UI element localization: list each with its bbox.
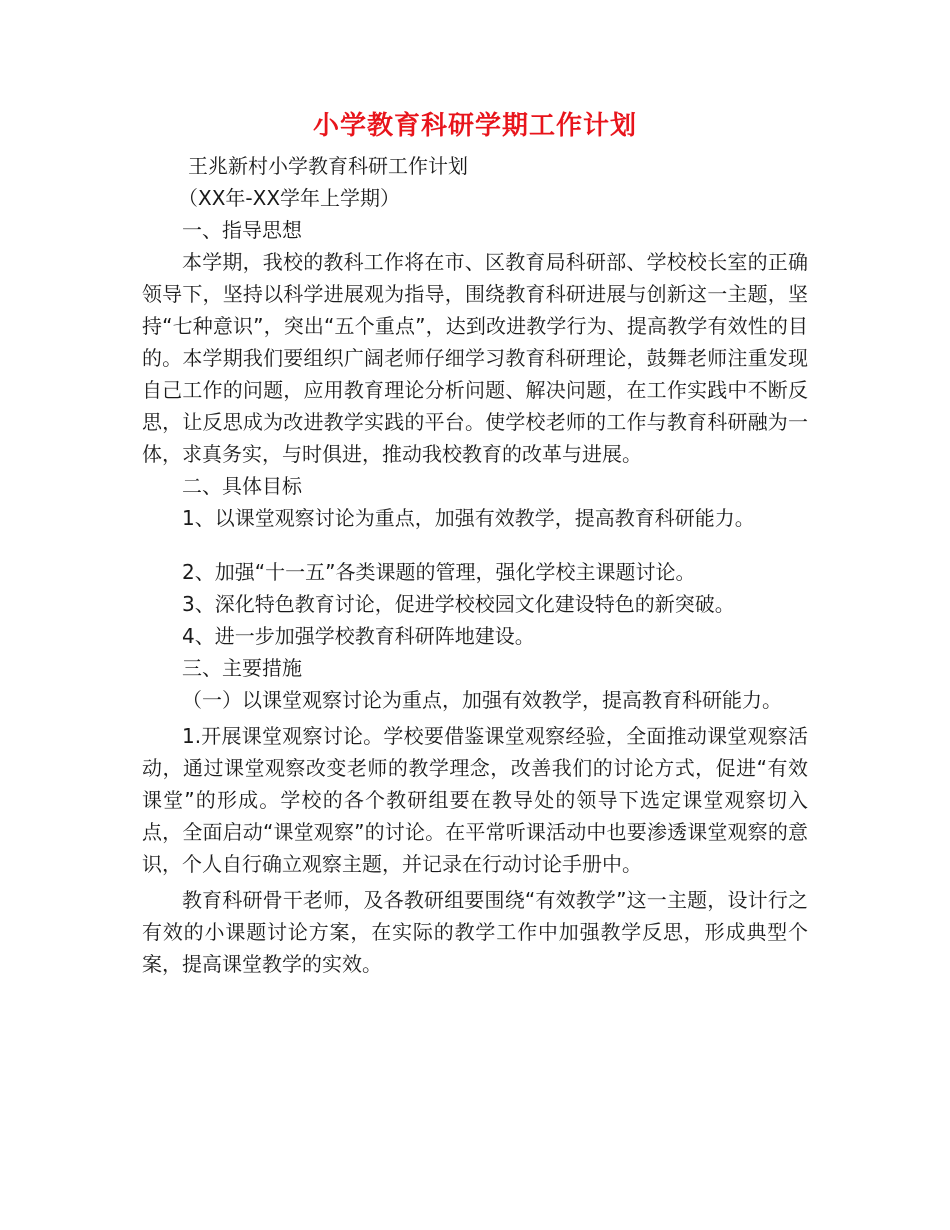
section-heading-guiding-ideology: 一、指导思想 — [182, 218, 302, 242]
semester-label: （XX年-XX学年上学期） — [178, 186, 401, 210]
goal-item-1: 1、以课堂观察讨论为重点，加强有效教学，提高教育科研能力。 — [182, 506, 755, 530]
document-body — [142, 150, 808, 980]
goal-item-2: 2、加强“十一五”各类课题的管理，强化学校主课题讨论。 — [182, 560, 696, 584]
section-heading-main-measures: 三、主要措施 — [182, 656, 302, 680]
measure-subheading-1: （一）以课堂观察讨论为重点，加强有效教学，提高教育科研能力。 — [182, 688, 782, 712]
measure-paragraph-1: 1.开展课堂观察讨论。学校要借鉴课堂观察经验，全面推动课堂观察活动，通过课堂观察改变老师的教学理念，改善我们的讨论方式，促进“有效课堂”的形成。学校的各个教研组要在教导处的领导下选定课堂观察切入点，全面启动“课堂观察”的讨论。在平常听课活动中也要渗透课堂观察的意识，个人自行确立观察主题，并记录在行动讨论手册中。 — [142, 724, 808, 876]
goal-item-3: 3、深化特色教育讨论，促进学校校园文化建设特色的新突破。 — [182, 592, 735, 616]
paragraph-guiding-ideology: 本学期，我校的教科工作将在市、区教育局科研部、学校校长室的正确领导下，坚持以科学进展观为指导，围绕教育科研进展与创新这一主题，坚持“七种意识”，突出“五个重点”，达到改进教学行为、提高教学有效性的目的。本学期我们要组织广阔老师仔细学习教育科研理论，鼓舞老师注重发现自己工作的问题，应用教育理论分析问题、解决问题，在工作实践中不断反思，让反思成为改进教学实践的平台。使学校老师的工作与教育科研融为一体，求真务实，与时俱进，推动我校教育的改革与进展。 — [142, 250, 808, 466]
document-title: 小学教育科研学期工作计划 — [312, 111, 637, 141]
section-heading-specific-goals: 二、具体目标 — [182, 474, 302, 498]
measure-paragraph-2: 教育科研骨干老师，及各教研组要围绕“有效教学”这一主题，设计行之有效的小课题讨论方案，在实际的教学工作中加强教学反思，形成典型个案，提高课堂教学的实效。 — [142, 888, 808, 976]
document-subtitle: 王兆新村小学教育科研工作计划 — [188, 154, 468, 178]
goal-item-4: 4、进一步加强学校教育科研阵地建设。 — [182, 624, 535, 648]
